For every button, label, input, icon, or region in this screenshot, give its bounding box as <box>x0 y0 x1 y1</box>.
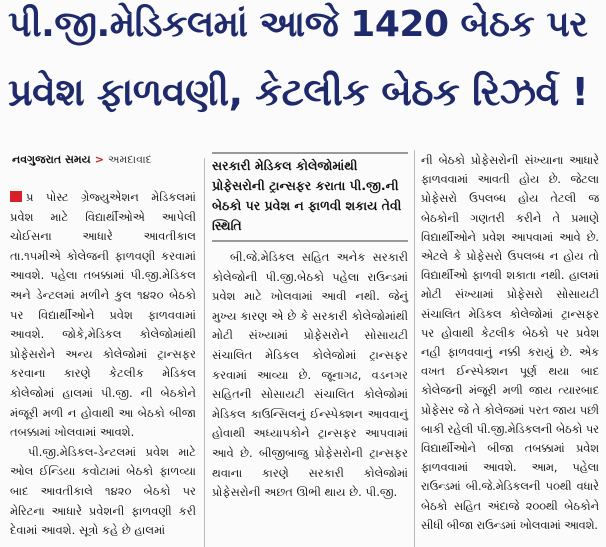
headline-line-2: પ્રવેશ ફાળવણી, કેટલીક બેઠક રિઝર્વ ! <box>8 70 589 114</box>
byline-separator: > <box>94 153 104 166</box>
column-divider-1 <box>204 158 205 547</box>
headline-line-1: પી.જી.મેડિકલમાં આજે 1420 બેઠક પર <box>8 4 588 45</box>
col3-paragraph-1: ની બેઠકો પ્રોફેસરોની સંખ્યાના આધારે ફાળવવામાં આવતી હોય છે. જેટલા પ્રોફેસરો ઉપલબ્ધ હોય તેટલી જ બેઠકોની ગણતરી કરીને તે પ્રમાણે વિદ્યાર્થીઓને પ્રવેશ આપવામાં આવે છે. એટલે કે પ્રોફેસરો ઉપલબ્ધ ન હોય તો વિદ્યાર્થીઓ ફાળવી શકાતા નથી. હાલમાં મોટી સંખ્યામાં પ્રોફેસરો સોસાયટી સંચાલિત મેડિકલ કોલેજોમાં ટ્રાન્સફર પર હોવાથી કેટલીક બેઠકો પર પ્રવેશ નહી ફાળવવાનું નક્કી કરાયું છે. એક વખત ઈન્સ્પેક્શન પૂર્ણ થયા બાદ કોલેજની મંજૂરી મળી જાય ત્યારબાદ પ્રોફેસર જે તે કોલેજમાં પરત જાય પછી બાકી રહેલી પી.જી.મેડિકલની બેઠકો પર વિદ્યાર્થીઓને બીજા તબક્કામાં પ્રવેશ ફાળવવામાં આવશે. આમ, પહેલા રાઉન્ડમાં બી.જે.મેડિકલની ૫૦થી વધારે બેઠકો સહિત અંદાજે ૨૦૦થી બેઠકોને સીધી બીજા રાઉન્ડમાં ખોલવામાં આવશે. <box>421 154 599 532</box>
byline-place: અમદાવાદ <box>107 153 152 166</box>
pullquote-rule-bottom <box>212 240 408 242</box>
dropcap-marker-icon <box>10 191 22 202</box>
pullquote-rule-top <box>212 152 408 154</box>
col2-paragraph-1: બી.જે.મેડિકલ સહિત અનેક સરકારી કોલેજોની પી.જી.બેઠકો પહેલા રાઉન્ડમાં પ્રવેશ માટે ખોલવામાં આવી નથી. જેનું મુખ્ય કારણ એ છે કે સરકારી કોલેજોમાંથી મોટી સંખ્યામાં પ્રોફેસરોને સોસાયટી સંચાલિત મેડિકલ કોલેજોમાં ટ્રાન્સફર કરવામાં આવ્યા છે. જૂનાગઢ, વડનગર સહિતની સોસાયટી સંચાલિત કોલેજોમાં મેડિકલ કાઉન્સિલનું ઈન્સ્પેક્શન આવવાનું હોવાથી અધ્યાપકોને ટ્રાન્સફર આપવામાં આવે છે. બીજીબાજુ પ્રોફેસરોની ટ્રાન્સફર થવાના કારણે સરકારી કોલેજોમાં પ્રોફેસરોની અછત ઊભી થાય છે. પી.જી. <box>212 250 408 500</box>
byline-source: નવગુજરાત સમય <box>12 153 91 166</box>
pullquote: સરકારી મેડિકલ કોલેજોમાંથી પ્રોફેસરોની ટ્રાન્સફર કરાતા પી.જી.ની બેઠકો પર પ્રવેશ ન ફાળવી શકાય તેવી સ્થિતિ <box>212 158 402 233</box>
column-divider-2 <box>414 150 415 547</box>
article-column-1 <box>10 188 196 541</box>
col1-paragraph-1 <box>10 188 196 443</box>
col1-paragraph-2: પી.જી.મેડિકલ-ડેન્ટલમાં પ્રવેશ માટે ઓલ ઈન્ડિયા કવોટામાં બેઠકો ફાળવ્યા બાદ આવતીકાલે ૧૪૨૦ બેઠકો પર મેરિટના આધારે પ્રવેશની ફાળવણી કરી દેવામાં આવશે. સૂત્રો કહે છે હાલમાં <box>10 444 196 538</box>
col1-paragraph-1-text: પ્ર પોસ્ટ ગ્રેજ્યુએશન મેડિકલમાં પ્રવેશ માટે વિદ્યાર્થીઓએ આપેલી ચોઈસના આધારે આવતીકાલ તા.૧૫મીએ કોલેજની ફાળવણી કરવામાં આવશે. પહેલા તબક્કામાં પી.જી.મેડિકલ અને ડેન્ટલમાં મળીને કુલ ૧૪૨૦ બેઠકો પર વિદ્યાર્થીઓને પ્રવેશ ફાળવવામાં આવશે. જોકે,મેડિકલ કોલેજોમાંથી પ્રોફેસરોને અન્ય કોલેજોમાં ટ્રાન્સફર કરવાના કારણે કેટલીક મેડિકલ કોલેજોમાં હાલમાં પી.જી. ની બેઠકોને મંજૂરી મળી ન હોવાથી આ બેઠકો બીજા તબક્કામાં ખોલવામાં આવશે. <box>10 190 196 440</box>
article-column-3 <box>421 151 599 535</box>
byline <box>12 153 152 167</box>
article-column-2 <box>212 248 408 503</box>
